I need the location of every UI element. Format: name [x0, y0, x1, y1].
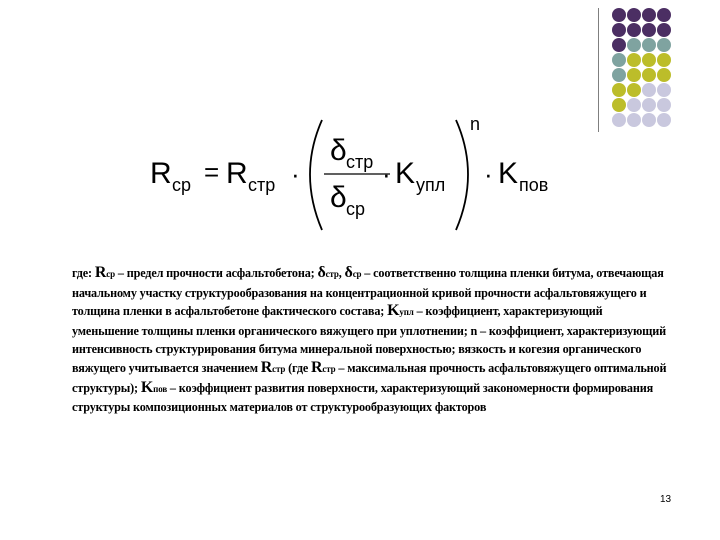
decorative-dot: [657, 113, 671, 127]
decorative-dot: [627, 83, 641, 97]
denominator-delta: δ: [330, 181, 347, 214]
decorative-dot: [612, 38, 626, 52]
k-compaction-subscript: упл: [416, 175, 446, 195]
decorative-dot: [627, 38, 641, 52]
decorative-dot: [657, 53, 671, 67]
decorative-dot: [627, 68, 641, 82]
numerator-delta: δ: [330, 134, 347, 167]
decorative-dot: [627, 23, 641, 37]
decorative-dot: [642, 8, 656, 22]
formula-lhs-symbol: R: [150, 157, 172, 190]
strength-formula: [150, 110, 570, 240]
formula-dot-1: ·: [291, 159, 300, 189]
formula-description: где: Rср – предел прочности асфальтобетона; δстр, δср – соответственно толщина пленки битума, отвечающая начальному участку структурообразования на концентрационной кривой прочности асфальтовяжущего и толщина пленки в асфальтобетоне фактического состава; Kупл – коэффициент, характеризующий уменьшение толщины пленки органического вяжущего при уплотнении; n – коэффициент, характеризующий интенсивность структурирования битума минеральной поверхностью; вязкость и когезия органического вяжущего учитывается значением Rстр (где Rстр – максимальная прочность асфальтовяжущего оптимальной структуры); Kпов – коэффициент развития поверхности, характеризующий закономерности формирования структуры композиционных материалов от структурообразующих факторов: [72, 264, 667, 415]
decorative-divider: [598, 8, 599, 132]
decorative-dot: [657, 83, 671, 97]
denominator-subscript: ср: [346, 199, 366, 219]
formula-r-symbol: R: [226, 157, 248, 190]
decorative-dot: [657, 8, 671, 22]
decorative-dot: [657, 38, 671, 52]
k-surface-symbol: K: [498, 157, 519, 190]
decorative-dot: [612, 98, 626, 112]
decorative-dot: [612, 68, 626, 82]
decorative-dot: [612, 53, 626, 67]
decorative-dot: [612, 83, 626, 97]
decorative-dot: [612, 113, 626, 127]
numerator-subscript: стр: [346, 152, 374, 172]
decorative-dot: [642, 113, 656, 127]
formula-equals: =: [204, 157, 220, 187]
decorative-dot: [627, 53, 641, 67]
decorative-dot: [612, 8, 626, 22]
decorative-dot: [642, 38, 656, 52]
left-parenthesis: [310, 120, 322, 230]
decorative-dot: [642, 23, 656, 37]
decorative-dot: [657, 98, 671, 112]
formula-dot-2: ·: [382, 159, 391, 189]
formula-exponent: n: [470, 114, 481, 134]
decorative-dot: [642, 53, 656, 67]
formula-lhs-subscript: ср: [172, 175, 192, 195]
decorative-dot: [627, 98, 641, 112]
decorative-dot: [627, 8, 641, 22]
decorative-dot: [642, 68, 656, 82]
k-surface-subscript: пов: [519, 175, 549, 195]
decorative-dot: [612, 23, 626, 37]
decorative-dot: [657, 68, 671, 82]
formula-r-subscript: стр: [248, 175, 276, 195]
decorative-dot: [657, 23, 671, 37]
formula-dot-3: ·: [484, 159, 493, 189]
decorative-dot: [642, 83, 656, 97]
decorative-dot: [642, 98, 656, 112]
page-number: 13: [660, 494, 672, 505]
k-compaction-symbol: K: [395, 157, 416, 190]
decorative-dot: [627, 113, 641, 127]
right-parenthesis: [456, 120, 468, 230]
